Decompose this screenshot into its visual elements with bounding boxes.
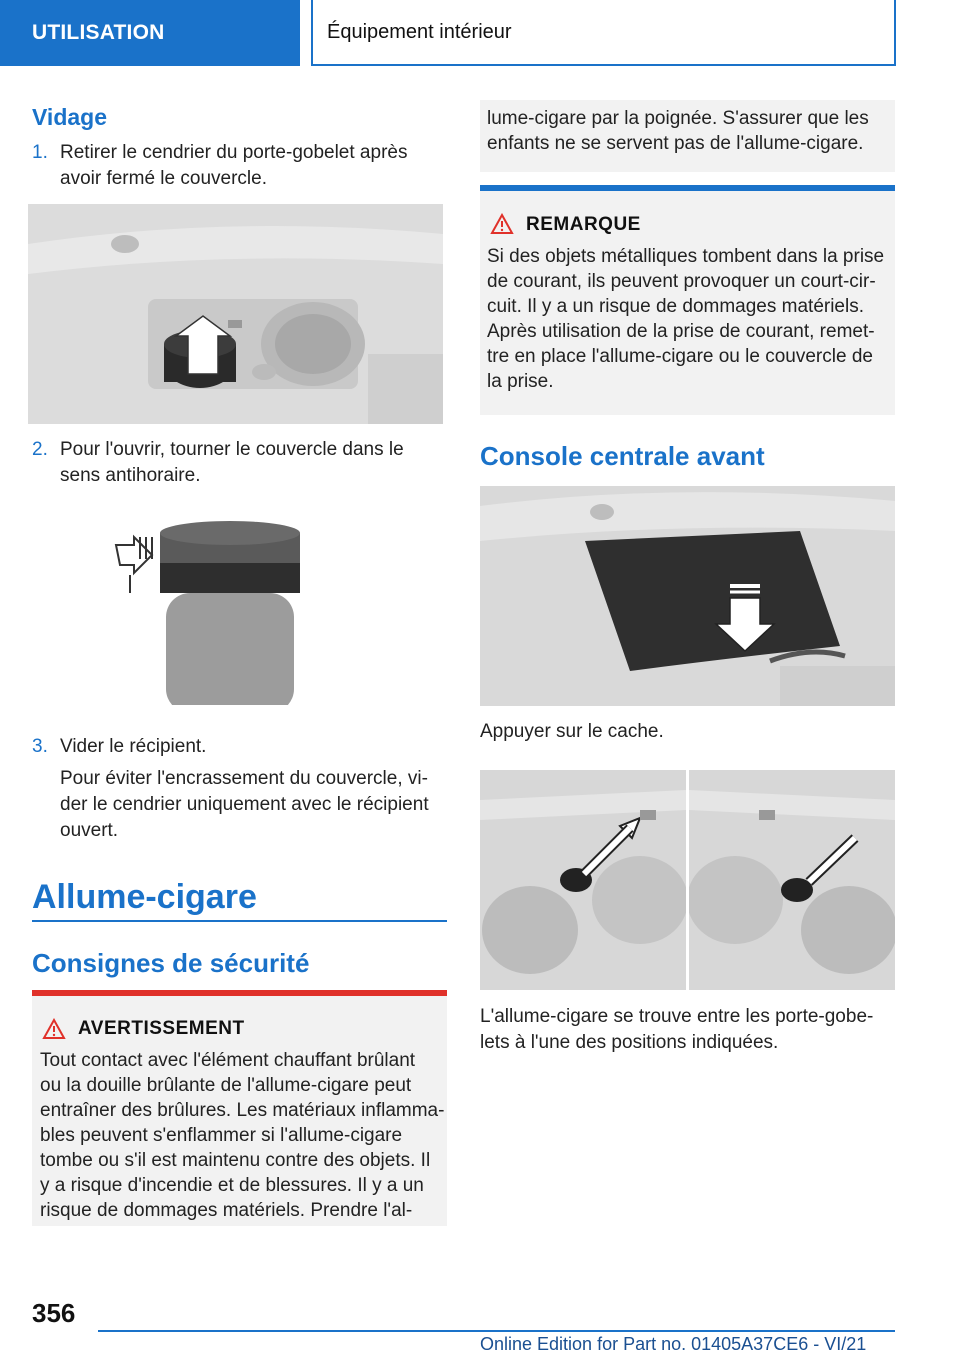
center-console-cover-image: [480, 486, 895, 706]
step-number: 1.: [32, 142, 48, 163]
note-line: der le cendrier uniquement avec le récipient: [60, 794, 429, 815]
chapter-title: Équipement intérieur: [311, 0, 896, 66]
ashtray-container-illustration: [100, 515, 320, 705]
notice-triangle-icon: [490, 213, 514, 235]
warning-triangle-icon: [42, 1018, 66, 1040]
section-tab: UTILISATION: [0, 0, 300, 66]
footer-rule: [98, 1330, 895, 1332]
warning-text: [40, 1048, 445, 1223]
notice-box: [480, 185, 895, 415]
warning-line: entraîner des brûlures. Les matériaux inflamma-: [40, 1100, 445, 1121]
notice-line: la prise.: [487, 371, 554, 392]
step-number: 3.: [32, 736, 48, 757]
step-3-note: [60, 766, 450, 844]
step-1: [32, 140, 447, 192]
press-cover-text: Appuyer sur le cache.: [480, 721, 664, 742]
warning-line: tombe ou s'il est maintenu contre des objets. Il: [40, 1150, 431, 1171]
notice-line: cuit. Il y a un risque de dommages matériels.: [487, 296, 865, 317]
notice-text: [487, 244, 892, 394]
notice-title: REMARQUE: [526, 214, 641, 235]
warning-line: enfants ne se servent pas de l'allume-cigare.: [487, 133, 864, 154]
note-line: Pour éviter l'encrassement du couvercle, vi-: [60, 768, 428, 789]
edition-text: Online Edition for Part no. 01405A37CE6 - VI/21: [480, 1334, 867, 1354]
warning-line: risque de dommages matériels. Prendre l'al-: [40, 1200, 413, 1221]
warning-box-continued: [480, 100, 895, 172]
warning-line: ou la douille brûlante de l'allume-cigare peut: [40, 1075, 412, 1096]
warning-line: bles peuvent s'enflammer si l'allume-cigare: [40, 1125, 403, 1146]
notice-line: Après utilisation de la prise de courant, remet-: [487, 321, 875, 342]
console-heading: Console centrale avant: [480, 441, 765, 471]
step-3: [32, 734, 447, 760]
location-line: lets à l'une des positions indiquées.: [480, 1032, 779, 1053]
notice-bar: [480, 185, 895, 191]
step-2: [32, 437, 447, 489]
step-text-line: Pour l'ouvrir, tourner le couvercle dans le: [60, 439, 404, 460]
step-text-line: sens antihoraire.: [60, 465, 201, 486]
consignes-heading: Consignes de sécurité: [32, 948, 310, 978]
lighter-position-left-image: [480, 770, 686, 990]
lighter-location-text: [480, 1004, 895, 1056]
warning-line: y a risque d'incendie et de blessures. Il y a un: [40, 1175, 424, 1196]
ashtray-in-cupholder-image: [28, 204, 443, 424]
warning-bar: [32, 990, 447, 996]
heading-rule: [32, 920, 447, 922]
location-line: L'allume-cigare se trouve entre les porte-gobe-: [480, 1006, 874, 1027]
notice-line: tre en place l'allume-cigare ou le couvercle de: [487, 346, 873, 367]
step-text-line: avoir fermé le couvercle.: [60, 168, 267, 189]
vidage-heading: Vidage: [32, 104, 107, 130]
warning-title: AVERTISSEMENT: [78, 1018, 245, 1039]
step-text-line: Vider le récipient.: [60, 736, 207, 757]
warning-line: Tout contact avec l'élément chauffant brûlant: [40, 1050, 416, 1071]
notice-line: de courant, ils peuvent provoquer un court-cir-: [487, 271, 876, 292]
step-text-line: Retirer le cendrier du porte-gobelet après: [60, 142, 408, 163]
note-line: ouvert.: [60, 820, 119, 841]
warning-line: lume-cigare par la poignée. S'assurer que les: [487, 108, 869, 129]
step-number: 2.: [32, 439, 48, 460]
allume-cigare-heading: Allume-cigare: [32, 878, 257, 916]
notice-line: Si des objets métalliques tombent dans la prise: [487, 246, 885, 267]
page-number: 356: [32, 1298, 76, 1328]
lighter-position-right-image: [689, 770, 895, 990]
warning-box: [32, 990, 447, 1226]
